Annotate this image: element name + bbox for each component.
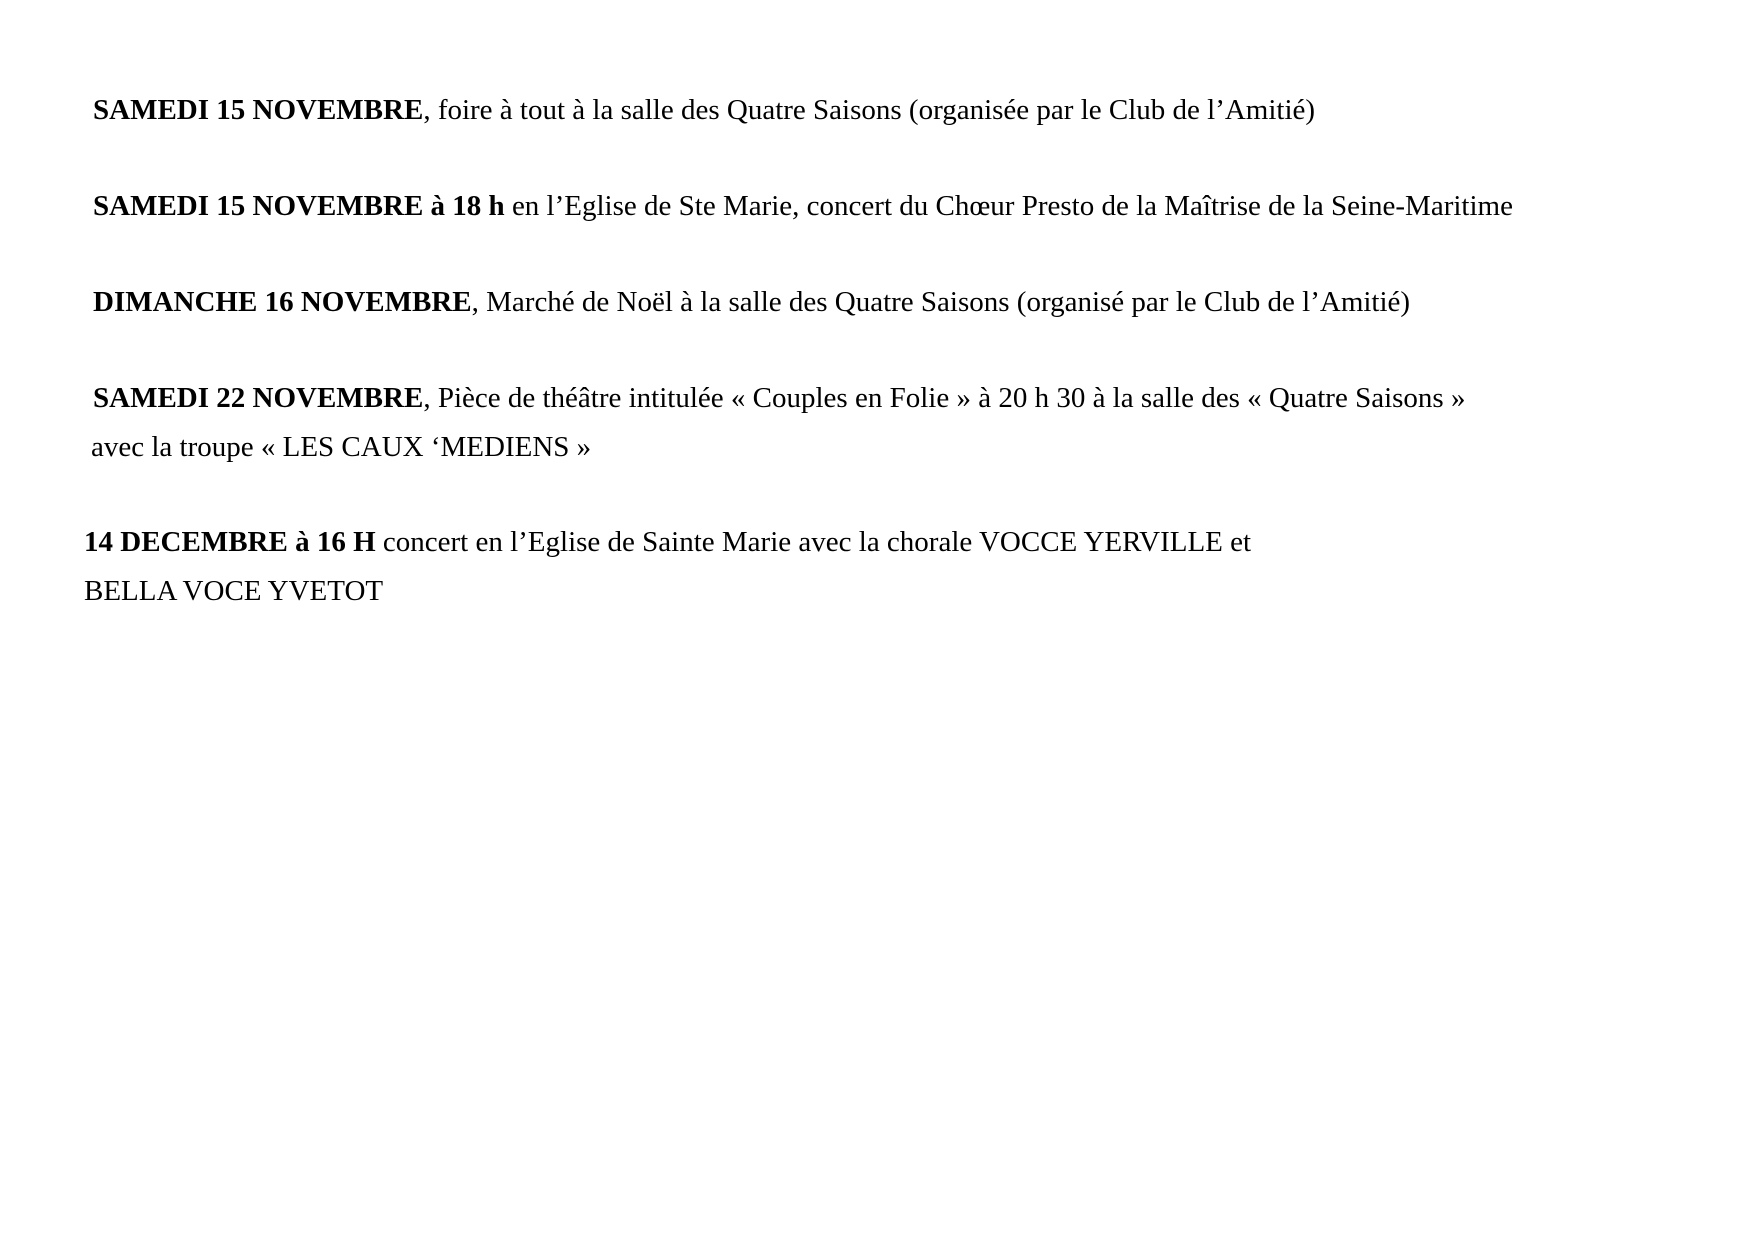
event-4-date: SAMEDI 22 NOVEMBRE xyxy=(93,382,424,414)
event-4-description: , Pièce de théâtre intitulée « Couples en Folie » à 20 h 30 à la salle des « Quatre Saisons » xyxy=(423,382,1466,414)
event-1-date: SAMEDI 15 NOVEMBRE xyxy=(93,94,424,126)
event-1-line-1 xyxy=(93,96,1315,125)
event-5-description: concert en l’Eglise de Sainte Marie avec la chorale VOCCE YERVILLE et xyxy=(375,526,1252,558)
event-4-line-1 xyxy=(93,384,1465,413)
event-4-description-continued: avec la troupe « LES CAUX ‘MEDIENS » xyxy=(91,431,592,463)
event-5-line-2 xyxy=(84,577,383,606)
event-5-description-continued: BELLA VOCE YVETOT xyxy=(84,575,384,607)
event-2-line-1 xyxy=(93,192,1513,221)
event-5-line-1 xyxy=(84,528,1251,557)
event-5-date: 14 DECEMBRE à 16 H xyxy=(84,526,376,558)
event-3-date: DIMANCHE 16 NOVEMBRE xyxy=(93,286,472,318)
event-2-date: SAMEDI 15 NOVEMBRE à 18 h xyxy=(93,190,505,222)
event-2-description: en l’Eglise de Ste Marie, concert du Chœur Presto de la Maîtrise de la Seine-Maritime xyxy=(504,190,1513,222)
event-4-line-2 xyxy=(91,433,591,462)
event-1-description: , foire à tout à la salle des Quatre Saisons (organisée par le Club de l’Amitié) xyxy=(423,94,1316,126)
event-3-description: , Marché de Noël à la salle des Quatre Saisons (organisé par le Club de l’Amitié) xyxy=(471,286,1411,318)
event-3-line-1 xyxy=(93,288,1410,317)
